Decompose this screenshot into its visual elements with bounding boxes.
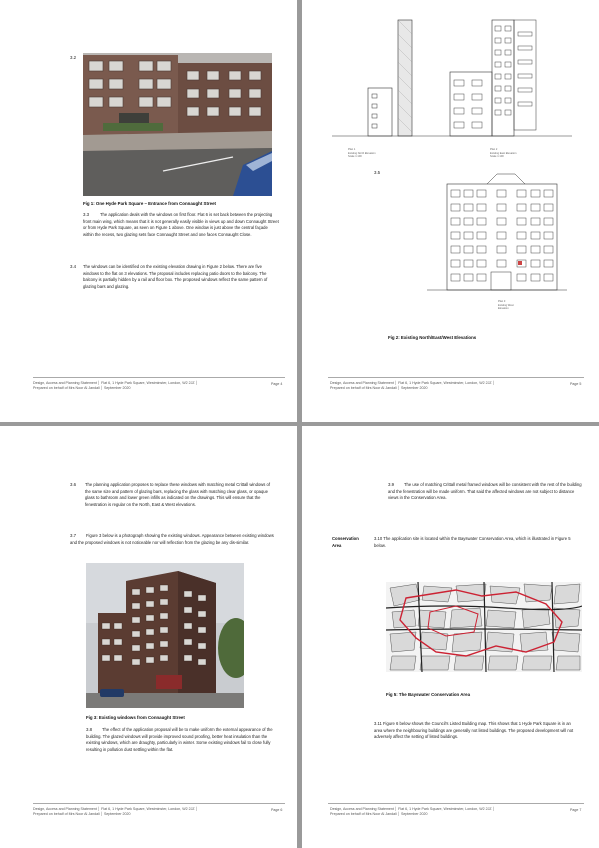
side-heading-line-1: Conservation	[332, 536, 359, 541]
plan-2-label: Plan 2 Existing East Elevation Scale 1:100	[490, 148, 517, 159]
paragraph-number: 3.7	[70, 533, 77, 538]
footer-rule	[328, 803, 584, 804]
figure-1-photo	[83, 53, 272, 196]
document-page-4	[0, 0, 297, 422]
paragraph-3-8: The effect of the application proposal will be to make uniform the external appearance of the building. The glazed windows will provide improved sound proofing, better heat insulation than the existing windows, which are draughty, particularly in winter. Some existing windows fail to close fully resulting in pollution dust settling within the flat.	[86, 727, 273, 752]
footer-text	[33, 807, 263, 818]
section-number: 3.5	[374, 170, 381, 175]
page-number: Page 7	[570, 808, 582, 812]
document-page-6	[0, 426, 297, 848]
footer-line-2: Prepared on behalf of Mrs Noor Al Jandali │ September 2020	[330, 812, 428, 817]
footer-text	[330, 807, 562, 818]
footer-line-1: Design, Access and Planning Statement │ Flat 6, 1 Hyde Park Square, Westminster, London, W2 2JZ │	[330, 381, 495, 385]
paragraph-number: 3.9	[388, 482, 395, 487]
page-number: Page 4	[271, 382, 283, 386]
footer-line-2: Prepared on behalf of Mrs Noor Al Jandali │ September 2020	[33, 386, 131, 391]
figure-1-caption: Fig 1: One Hyde Park Square – Entrance from Connaught Street	[83, 201, 216, 206]
figure-3-caption: Fig 3: Existing windows from Connaught Street	[86, 715, 185, 720]
side-heading-line-2: Area	[332, 542, 342, 548]
paragraph-number: 3.6	[70, 482, 77, 487]
footer-line-2: Prepared on behalf of Mrs Noor Al Jandali │ September 2020	[330, 386, 428, 391]
paragraph-3-11: 3.11 Figure 6 below shows the Council's Listed Building map. This shows that 1 Hyde Park Square is in an area where the neighbouring buildings are generally not listed buildings. The proposed development will not adversely affect the setting of listed buildings.	[374, 721, 574, 739]
paragraph-3-4: The windows can be identified on the existing elevation drawing in Figure 2 below. There are five windows to the flat on 3 elevations. The proposal includes replacing patio doors to the balcony. The balcony is partially hidden by a rail and floor box. The proposed windows reflect the same pattern of glazing bars and glazing.	[83, 264, 268, 289]
footer-text	[33, 381, 263, 392]
building-exterior-image	[86, 563, 244, 708]
conservation-area-map-image	[386, 582, 582, 672]
footer-rule	[33, 377, 285, 378]
paragraph-3-10: 3.10 The application site is located within the Bayswater Conservation Area, which is illustrated in Figure 5 below.	[374, 536, 571, 548]
document-page-5	[302, 0, 599, 422]
footer-rule	[33, 803, 285, 804]
footer-line-1: Design, Access and Planning Statement │ Flat 6, 1 Hyde Park Square, Westminster, London, W2 2JZ │	[33, 381, 198, 385]
paragraph-3-9: The use of matching Crittall metal framed windows will be consistent with the rest of the building and the fenestration will be made uniform. That said the affected windows are not subject to distance views in the Conservation Area.	[388, 482, 582, 500]
paragraph-number: 3.4	[70, 264, 77, 269]
side-heading-conservation-area	[332, 536, 359, 549]
figure-5-map	[386, 582, 582, 672]
footer-text	[330, 381, 562, 392]
paragraph-number: 3.8	[86, 727, 93, 732]
footer-line-2: Prepared on behalf of Mrs Noor Al Jandali │ September 2020	[33, 812, 131, 817]
figure-2-caption: Fig 2: Existing North/East/West Elevations	[388, 335, 477, 340]
footer-line-1: Design, Access and Planning Statement │ Flat 6, 1 Hyde Park Square, Westminster, London, W2 2JZ │	[33, 807, 198, 811]
page-number: Page 5	[570, 382, 582, 386]
figure-3-photo	[86, 563, 244, 708]
figure-5-caption: Fig 5: The Bayswater Conservation Area	[386, 692, 471, 697]
paragraph-3-7: Figure 3 below is a photograph showing the existing windows. Appearance between existing windows and the proposed windows is not noticeable nor will reflection from the glazing be any dis-similar.	[70, 533, 274, 545]
paragraph-3-6: The planning application proposes to replace these windows with matching metal Crittall windows of the same size and pattern of glazing bars, replacing the glass with matching clear glass, or opaque glass to bathroom and lower green infills as indicated on the drawings. This will ensure that the fenestration is regular on the North, East & West elevations.	[85, 482, 271, 507]
plan-3-label: Plan 3 Existing West Elevation	[498, 300, 514, 311]
footer-line-1: Design, Access and Planning Statement │ Flat 6, 1 Hyde Park Square, Westminster, London, W2 2JZ │	[330, 807, 495, 811]
page-number: Page 6	[271, 808, 283, 812]
paragraph-3-3: The application deals with the windows on first floor. Flat 6 is set back between the projecting front main wing, which means that it is not generally easily visible in views up and down Connaught Street or from Hyde Park Square, as seen on Figure 1 above. One window is just above the central façade within the recess, two glazing sets face Connaught Street and one faces Connaught Close.	[83, 212, 279, 237]
section-number: 3.2	[70, 55, 77, 60]
document-page-7	[302, 426, 599, 848]
plan-1-label: Plan 1 Existing North Elevation Scale 1:100	[348, 148, 376, 159]
footer-rule	[328, 377, 584, 378]
north-east-elevation-drawing	[332, 10, 572, 150]
street-entrance-image	[83, 53, 272, 196]
west-elevation-drawing	[427, 168, 567, 296]
paragraph-number: 3.3	[83, 212, 90, 217]
